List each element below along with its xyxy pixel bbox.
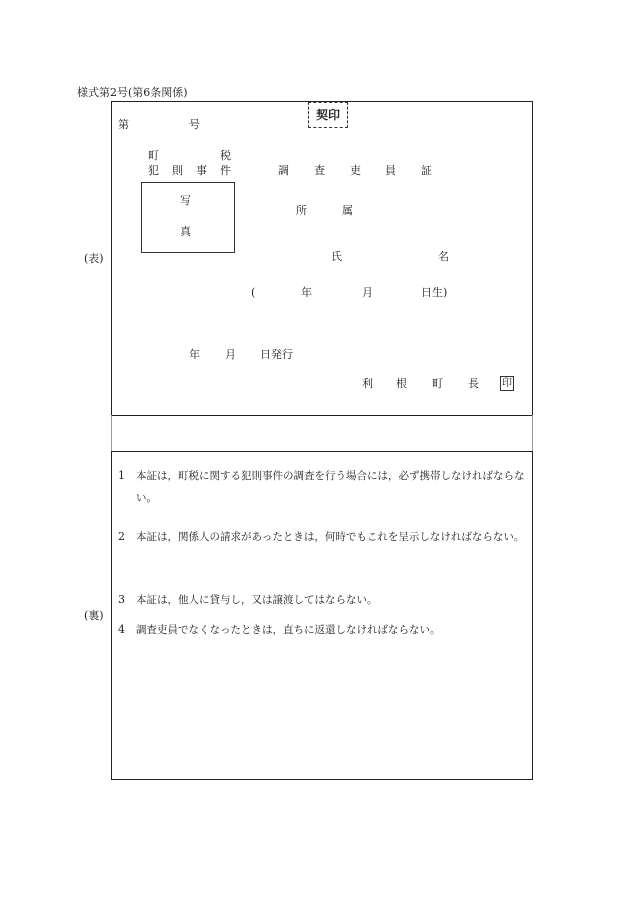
seal-box: 契印 [308,102,348,128]
form-label: 様式第2号(第6条関係) [77,86,188,99]
birth-year: 年 [301,286,312,299]
issuer-char: 根 [396,377,407,390]
category-char: 犯 [148,164,159,177]
title-char: 員 [385,164,396,177]
issue-month: 月 [225,348,236,361]
birth-month: 月 [362,286,373,299]
category-char: 事 [196,164,207,177]
back-side-label: (裏) [84,609,104,622]
note-text: 本証は，他人に貸与し，又は譲渡してはならない。 [136,594,378,606]
front-side-label: (表) [84,252,104,265]
category-char: 則 [172,164,183,177]
photo-label-bottom: 真 [180,225,191,238]
category-top-right: 税 [220,149,231,162]
fold-line-left [111,415,112,452]
note-number: 3 [118,593,125,606]
issuer-char: 利 [362,377,373,390]
title-char: 証 [421,164,432,177]
fold-line-right [532,415,533,452]
issuer-char: 町 [432,377,443,390]
title-char: 査 [314,164,325,177]
card-back [111,451,533,780]
note-number: 2 [118,530,125,543]
birth-day: 日生) [421,286,448,299]
note-text: 調査吏員でなくなったときは，直ちに返還しなければならない。 [136,624,441,636]
card-front [111,101,533,416]
issue-year: 年 [189,348,200,361]
note-number: 1 [118,469,125,482]
name-char: 氏 [331,250,342,263]
affiliation-char: 所 [296,204,307,217]
photo-label-top: 写 [180,194,191,207]
issuer-char: 長 [468,377,479,390]
number-dai: 第 [118,118,129,131]
issue-day: 日発行 [260,348,293,361]
title-char: 吏 [350,164,361,177]
photo-box [141,182,235,253]
note-text: 本証は，関係人の請求があったときは，何時でもこれを呈示しなければならない。 [136,531,525,543]
category-top-left: 町 [148,149,159,162]
note-text: 本証は，町税に関する犯則事件の調査を行う場合には，必ず携帯しなければならない。 [136,470,525,504]
category-char: 件 [220,164,231,177]
note-number: 4 [118,623,125,636]
birth-open: ( [251,286,256,299]
number-go: 号 [189,118,200,131]
stamp-box: 印 [502,378,512,389]
name-char: 名 [438,250,449,263]
affiliation-char: 属 [342,204,353,217]
title-char: 調 [278,164,289,177]
